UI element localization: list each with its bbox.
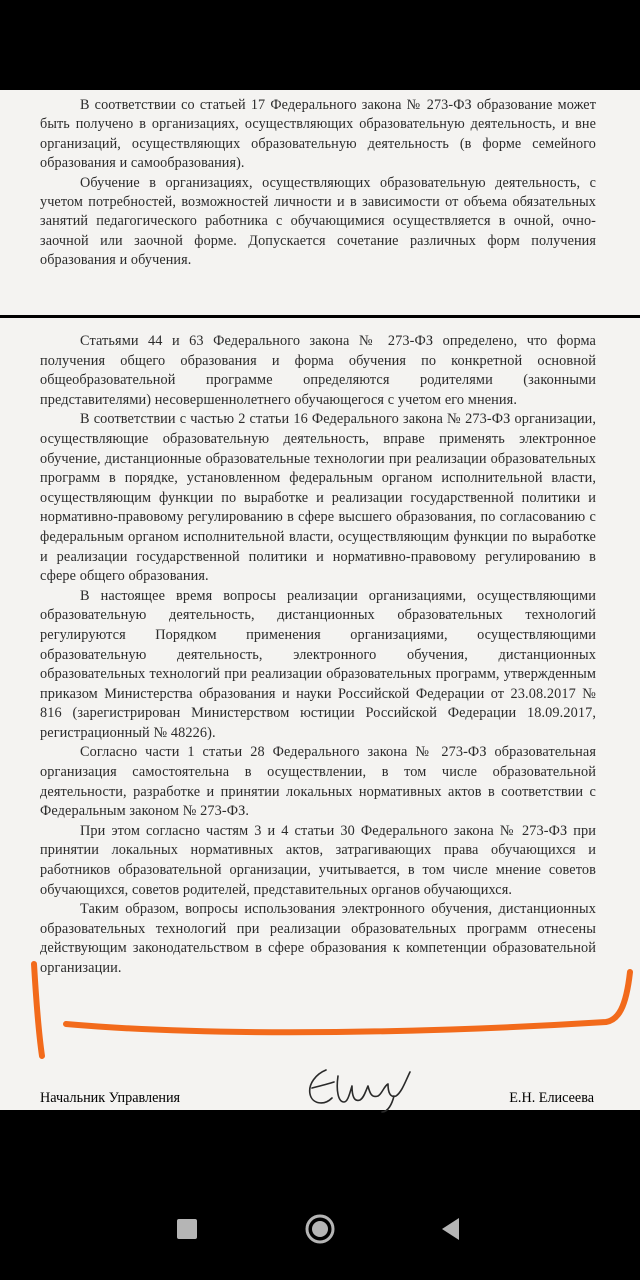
signatory-role: Начальник Управления [40, 1090, 181, 1106]
recent-apps-button[interactable] [162, 1204, 212, 1254]
recent-apps-icon [162, 1204, 212, 1254]
paragraph-highlighted: Таким образом, вопросы использования электронного обучения, дистанционных образовательных технологий при реализации образовательных программ отнесены действующим законодательством в сфере образования к компетенции образовательной организации. [40, 901, 596, 976]
paragraph: В соответствии с частью 2 статьи 16 Федерального закона № 273-ФЗ организации, осуществляющие образовательную деятельность, вправе применять электронное обучение, дистанционные образовательные технологии при реализации образовательных программ в порядке, установленном федеральным органом исполнительной власти, осуществляющим функции по выработке и реализации государственной политики и нормативно-правовому регулированию в сфере высшего образования, по согласованию с федеральным органом исполнительной власти, осуществляющим функции по выработке и реализации государственной политики и нормативно-правовому регулированию в сфере общего образования. [40, 411, 596, 585]
paragraph: При этом согласно частям 3 и 4 статьи 30 Федерального закона № 273-ФЗ при принятии локальных нормативных актов, затрагивающих права обучающихся и работников образовательной организации, учитывается, в том числе мнение советов обучающихся, советов родителей, представительных органов обучающихся. [40, 822, 596, 898]
document-fragment-main [0, 318, 640, 1110]
document-fragment-top [0, 90, 640, 315]
back-icon [426, 1204, 476, 1254]
paragraph: Согласно части 1 статьи 28 Федерального закона № 273-ФЗ образовательная организация самостоятельна в осуществлении, в том числе образовательной деятельности, разработке и принятии локальных нормативных актов в соответствии с Федеральным законом № 273-ФЗ. [40, 744, 596, 820]
home-icon [295, 1204, 345, 1254]
signature-row [40, 1084, 594, 1118]
paragraph: В настоящее время вопросы реализации организациями, осуществляющими образовательную деятельность, дистанционных образовательных технологий регулируются Порядком применения организациями, осуществляющими образовательную деятельность, электронного обучения, дистанционных образовательных технологий при реализации образовательных программ, утвержденным приказом Министерства образования и науки Российской Федерации от 23.08.2017 № 816 (зарегистрирован Министерством юстиции Российской Федерации 18.09.2017, регистрационный № 48226). [40, 587, 596, 741]
signatory-name: Е.Н. Елисеева [509, 1090, 594, 1106]
home-button[interactable] [295, 1204, 345, 1254]
paragraph: Обучение в организациях, осуществляющих образовательную деятельность, с учетом потребностей, возможностей личности и в зависимости от объема обязательных занятий педагогического работника с обучающимися осуществляется в очной, очно-заочной или заочной форме. Допускается сочетание различных форм получения образования и обучения. [40, 174, 596, 269]
paragraph: Статьями 44 и 63 Федерального закона № 273-ФЗ определено, что форма получения общего образования и форма обучения по конкретной основной общеобразовательной программе определяются родителями (законными представителями) несовершеннолетнего обучающегося с учетом его мнения. [40, 333, 596, 408]
back-button[interactable] [426, 1204, 476, 1254]
paragraph: В соответствии со статьей 17 Федерального закона № 273-ФЗ образование может быть получено в организациях, осуществляющих образовательную деятельность, и вне организаций, осуществляющих образовательную деятельность (в форме семейного образования и самообразования). [40, 97, 596, 172]
system-navigation-bar [0, 1180, 640, 1280]
handwritten-signature [298, 1062, 418, 1114]
